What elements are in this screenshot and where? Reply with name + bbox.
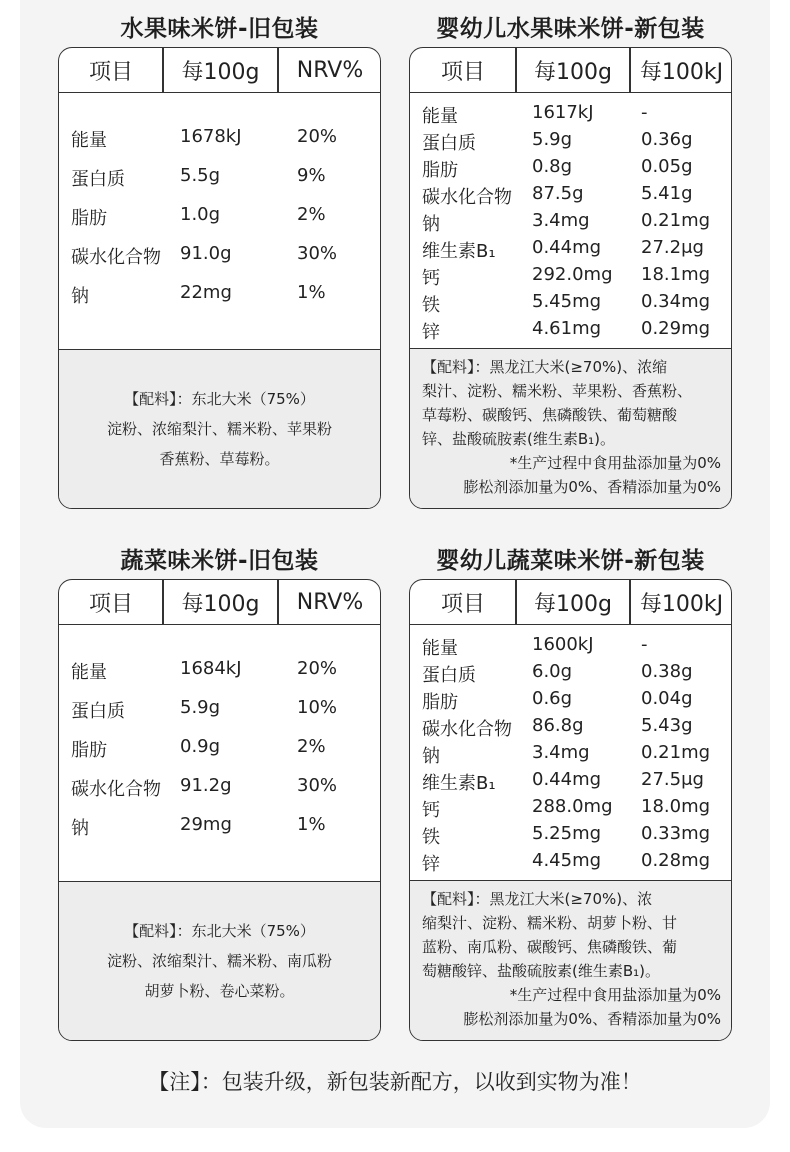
row-label: 脂肪 xyxy=(422,692,458,713)
row-value: 29mg xyxy=(180,814,232,835)
row-value: 4.61mg xyxy=(532,318,602,339)
row-value: 86.8g xyxy=(532,715,584,736)
row-value: 0.44mg xyxy=(532,769,602,790)
row-value: 1678kJ xyxy=(180,126,242,147)
row-value: 91.2g xyxy=(180,775,232,796)
row-value: 5.9g xyxy=(532,129,573,150)
header-item: 项目 xyxy=(88,591,133,617)
row-per-kj: 0.38g xyxy=(641,661,693,682)
row-per-kj: 27.5μg xyxy=(641,769,704,790)
row-value: 0.44mg xyxy=(532,237,602,258)
ingredients-section xyxy=(410,348,731,508)
row-label: 能量 xyxy=(71,662,107,683)
ingredients-line: 香蕉粉、草莓粉。 xyxy=(159,450,280,468)
fruit-new-package-block xyxy=(409,8,732,510)
row-per-kj: 0.04g xyxy=(641,688,693,709)
row-value: 1617kJ xyxy=(532,102,594,123)
header-nrv: NRV% xyxy=(296,589,364,615)
ingredients-line: 梨汁、淀粉、糯米粉、苹果粉、香蕉粉、 xyxy=(422,382,693,400)
block-title: 婴幼儿水果味米饼-新包装 xyxy=(436,16,705,42)
row-label: 钠 xyxy=(71,286,89,307)
row-label: 维生素B₁ xyxy=(422,241,496,262)
row-per-kj: 18.0mg xyxy=(641,796,711,817)
vegetable-old-package-block xyxy=(58,540,381,1042)
ingredients-section xyxy=(410,880,731,1040)
header-per-100g: 每100g xyxy=(181,59,260,85)
nutrition-card xyxy=(58,47,381,509)
header-item: 项目 xyxy=(440,591,485,617)
row-per-kj: - xyxy=(641,634,648,655)
row-label: 脂肪 xyxy=(422,160,458,181)
vegetable-new-package-block xyxy=(409,540,732,1042)
additive-note: 膨松剂添加量为0%、香精添加量为0% xyxy=(463,1010,721,1028)
row-label: 脂肪 xyxy=(71,208,107,229)
row-value: 5.25mg xyxy=(532,823,602,844)
nutrition-card xyxy=(58,579,381,1041)
row-nrv: 20% xyxy=(297,658,338,679)
row-per-kj: - xyxy=(641,102,648,123)
ingredients-line: 【配料】：黑龙江大米(≥70%)、浓 xyxy=(422,890,653,908)
ingredients-line: 淀粉、浓缩梨汁、糯米粉、苹果粉 xyxy=(106,420,332,438)
row-nrv: 30% xyxy=(297,775,338,796)
row-value: 3.4mg xyxy=(532,210,590,231)
row-per-kj: 18.1mg xyxy=(641,264,711,285)
row-label: 蛋白质 xyxy=(71,169,125,190)
row-value: 288.0mg xyxy=(532,796,613,817)
header-per-100g: 每100g xyxy=(534,591,612,617)
row-nrv: 30% xyxy=(297,243,338,264)
row-per-kj: 0.05g xyxy=(641,156,693,177)
row-per-kj: 0.34mg xyxy=(641,291,711,312)
ingredients-line: 【配料】：东北大米（75%） xyxy=(124,922,315,940)
row-value: 3.4mg xyxy=(532,742,590,763)
ingredients-section xyxy=(59,349,380,508)
row-nrv: 9% xyxy=(297,165,326,186)
header-per-100g: 每100g xyxy=(181,591,260,617)
row-value: 6.0g xyxy=(532,661,573,682)
row-label: 锌 xyxy=(422,322,440,343)
row-label: 钠 xyxy=(71,818,89,839)
row-per-kj: 0.29mg xyxy=(641,318,711,339)
table-header xyxy=(410,48,731,93)
row-label: 蛋白质 xyxy=(71,701,125,722)
row-label: 碳水化合物 xyxy=(71,779,161,800)
row-label: 蛋白质 xyxy=(422,133,476,154)
ingredients-line: 锌、盐酸硫胺素(维生素B₁)。 xyxy=(422,430,616,448)
header-per-100g: 每100g xyxy=(534,59,612,85)
row-label: 钙 xyxy=(422,268,440,289)
row-per-kj: 5.43g xyxy=(641,715,693,736)
row-value: 0.9g xyxy=(180,736,221,757)
row-value: 0.6g xyxy=(532,688,573,709)
row-per-kj: 0.21mg xyxy=(641,742,711,763)
row-value: 91.0g xyxy=(180,243,232,264)
row-value: 1600kJ xyxy=(532,634,594,655)
row-value: 5.45mg xyxy=(532,291,602,312)
table-header xyxy=(59,48,380,93)
row-value: 5.5g xyxy=(180,165,221,186)
row-nrv: 1% xyxy=(297,814,326,835)
header-per-100kj: 每100kJ xyxy=(639,591,724,617)
ingredients-line: 蓝粉、南瓜粉、碳酸钙、焦磷酸铁、葡 xyxy=(422,938,678,956)
row-value: 292.0mg xyxy=(532,264,613,285)
additive-note: *生产过程中食用盐添加量为0% xyxy=(509,454,721,472)
row-per-kj: 0.28mg xyxy=(641,850,711,871)
row-nrv: 2% xyxy=(297,736,326,757)
row-label: 锌 xyxy=(422,854,440,875)
block-title: 婴幼儿蔬菜味米饼-新包装 xyxy=(436,548,705,574)
ingredients-line: 淀粉、浓缩梨汁、糯米粉、南瓜粉 xyxy=(106,952,332,970)
table-header xyxy=(59,580,380,625)
header-item: 项目 xyxy=(440,59,485,85)
row-per-kj: 0.36g xyxy=(641,129,693,150)
ingredients-line: 【配料】：黑龙江大米(≥70%)、浓缩 xyxy=(422,358,668,376)
ingredients-line: 【配料】：东北大米（75%） xyxy=(124,390,315,408)
packaging-upgrade-note: 【注】：包装升级，新包装新配方，以收到实物为准！ xyxy=(148,1070,642,1094)
ingredients-section xyxy=(59,881,380,1040)
row-label: 碳水化合物 xyxy=(422,719,512,740)
row-value: 22mg xyxy=(180,282,232,303)
row-label: 碳水化合物 xyxy=(422,187,512,208)
row-per-kj: 5.41g xyxy=(641,183,693,204)
nutrition-card xyxy=(409,579,732,1041)
table-header xyxy=(410,580,731,625)
row-nrv: 1% xyxy=(297,282,326,303)
ingredients-line: 缩梨汁、淀粉、糯米粉、胡萝卜粉、甘 xyxy=(422,914,678,932)
row-label: 钠 xyxy=(422,214,440,235)
row-label: 能量 xyxy=(71,130,107,151)
nutrition-card xyxy=(409,47,732,509)
row-nrv: 10% xyxy=(297,697,338,718)
ingredients-line: 萄糖酸锌、盐酸硫胺素(维生素B₁)。 xyxy=(422,962,661,980)
block-title: 蔬菜味米饼-旧包装 xyxy=(120,548,319,574)
additive-note: *生产过程中食用盐添加量为0% xyxy=(509,986,721,1004)
row-label: 铁 xyxy=(422,295,440,316)
row-value: 0.8g xyxy=(532,156,573,177)
row-per-kj: 0.33mg xyxy=(641,823,711,844)
row-per-kj: 0.21mg xyxy=(641,210,711,231)
block-title: 水果味米饼-旧包装 xyxy=(120,16,319,42)
row-value: 1684kJ xyxy=(180,658,242,679)
row-label: 脂肪 xyxy=(71,740,107,761)
row-label: 能量 xyxy=(422,638,458,659)
ingredients-line: 草莓粉、碳酸钙、焦磷酸铁、葡萄糖酸 xyxy=(422,406,678,424)
fruit-old-package-block xyxy=(58,8,381,510)
row-nrv: 2% xyxy=(297,204,326,225)
row-value: 1.0g xyxy=(180,204,221,225)
row-per-kj: 27.2μg xyxy=(641,237,704,258)
row-value: 5.9g xyxy=(180,697,221,718)
row-label: 钠 xyxy=(422,746,440,767)
header-per-100kj: 每100kJ xyxy=(639,59,724,85)
row-label: 铁 xyxy=(422,827,440,848)
row-nrv: 20% xyxy=(297,126,338,147)
row-label: 碳水化合物 xyxy=(71,247,161,268)
ingredients-line: 胡萝卜粉、卷心菜粉。 xyxy=(144,982,295,1000)
row-value: 87.5g xyxy=(532,183,584,204)
row-label: 维生素B₁ xyxy=(422,773,496,794)
row-label: 钙 xyxy=(422,800,440,821)
row-value: 4.45mg xyxy=(532,850,602,871)
header-item: 项目 xyxy=(88,59,133,85)
additive-note: 膨松剂添加量为0%、香精添加量为0% xyxy=(463,478,721,496)
header-nrv: NRV% xyxy=(296,57,364,83)
row-label: 蛋白质 xyxy=(422,665,476,686)
row-label: 能量 xyxy=(422,106,458,127)
